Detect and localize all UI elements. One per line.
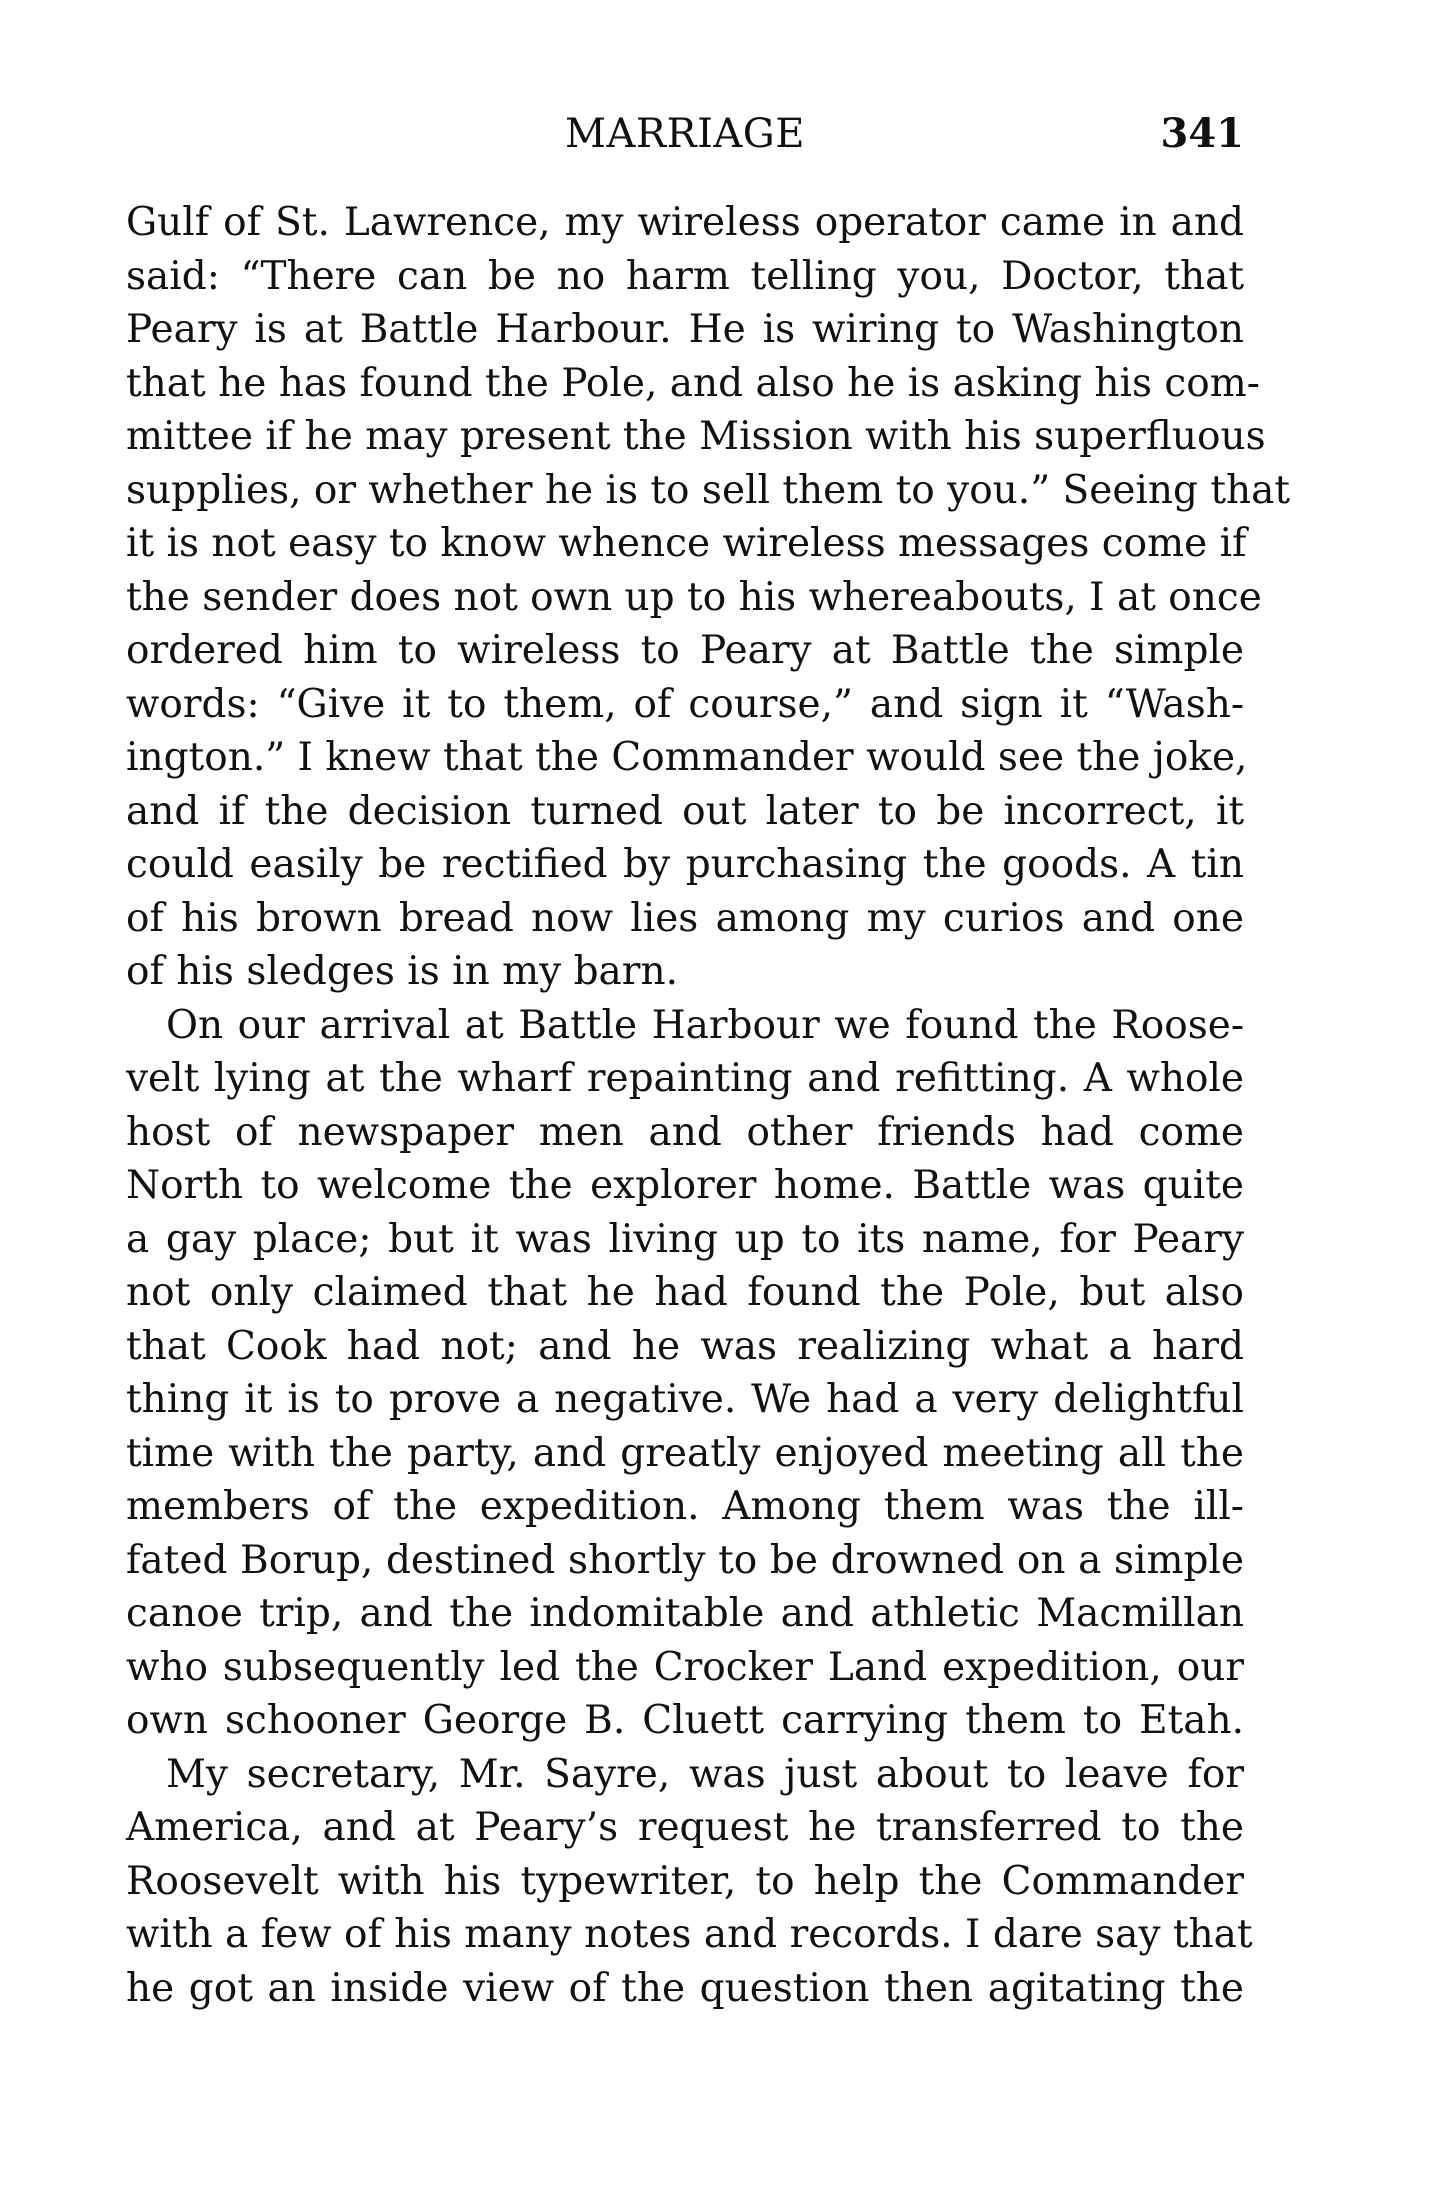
text-line: said: “There can be no harm telling you, Doctor, that (126, 253, 1244, 299)
running-head (126, 104, 1244, 164)
text-line: with a few of his many notes and records. I dare say that (126, 1912, 1253, 1957)
text-line: velt lying at the wharf repainting and refitting. A whole (126, 1056, 1244, 1101)
text-line: that he has found the Pole, and also he is asking his com- (126, 360, 1260, 406)
text-line: thing it is to prove a negative. We had a very delightful (126, 1377, 1244, 1422)
text-line: fated Borup, destined shortly to be drowned on a simple (126, 1537, 1244, 1583)
text-line: it is not easy to know whence wireless messages come if (126, 521, 1247, 566)
text-line: words: “Give it to them, of course,” and sign it “Wash- (126, 681, 1244, 727)
text-line: he got an inside view of the question then agitating the (126, 1965, 1244, 2011)
text-line: host of newspaper men and other friends had come (126, 1109, 1244, 1155)
page-number: 341 (1160, 110, 1244, 157)
text-line: could easily be rectified by purchasing the goods. A tin (126, 842, 1244, 887)
text-line: members of the expedition. Among them was the ill- (126, 1484, 1244, 1529)
text-line: the sender does not own up to his whereabouts, I at once (126, 574, 1262, 620)
text-line: and if the decision turned out later to be incorrect, it (126, 788, 1244, 834)
text-line: of his sledges is in my barn. (126, 949, 678, 994)
text-line: supplies, or whether he is to sell them to you.” Seeing that (126, 467, 1291, 513)
body-text (126, 196, 1291, 2015)
text-line: America, and at Peary’s request he transferred to the (126, 1805, 1244, 1850)
text-line: Roosevelt with his typewriter, to help the Commander (126, 1858, 1244, 1904)
text-line: On our arrival at Battle Harbour we found the Roose- (166, 1002, 1244, 1048)
text-line: Gulf of St. Lawrence, my wireless operator came in and (126, 200, 1244, 245)
chapter-title: MARRIAGE (565, 111, 805, 157)
text-line: that Cook had not; and he was realizing what a hard (126, 1323, 1244, 1369)
text-line: time with the party, and greatly enjoyed meeting all the (126, 1430, 1244, 1476)
text-line: ington.” I knew that the Commander would see the joke, (126, 735, 1248, 780)
text-line: North to welcome the explorer home. Battle was quite (126, 1163, 1244, 1208)
text-line: who subsequently led the Crocker Land expedition, our (126, 1644, 1244, 1690)
text-line: own schooner George B. Cluett carrying them to Etah. (126, 1698, 1244, 1743)
text-line: Peary is at Battle Harbour. He is wiring to Washington (126, 307, 1244, 352)
text-line: canoe trip, and the indomitable and athletic Macmillan (126, 1591, 1244, 1636)
text-line: a gay place; but it was living up to its name, for Peary (126, 1216, 1244, 1262)
text-line: ordered him to wireless to Peary at Battle the simple (126, 628, 1244, 673)
text-line: mittee if he may present the Mission with his superfluous (126, 414, 1266, 459)
text-line: not only claimed that he had found the Pole, but also (126, 1270, 1244, 1315)
text-line: of his brown bread now lies among my curios and one (126, 895, 1244, 941)
text-line: My secretary, Mr. Sayre, was just about to leave for (166, 1751, 1244, 1797)
